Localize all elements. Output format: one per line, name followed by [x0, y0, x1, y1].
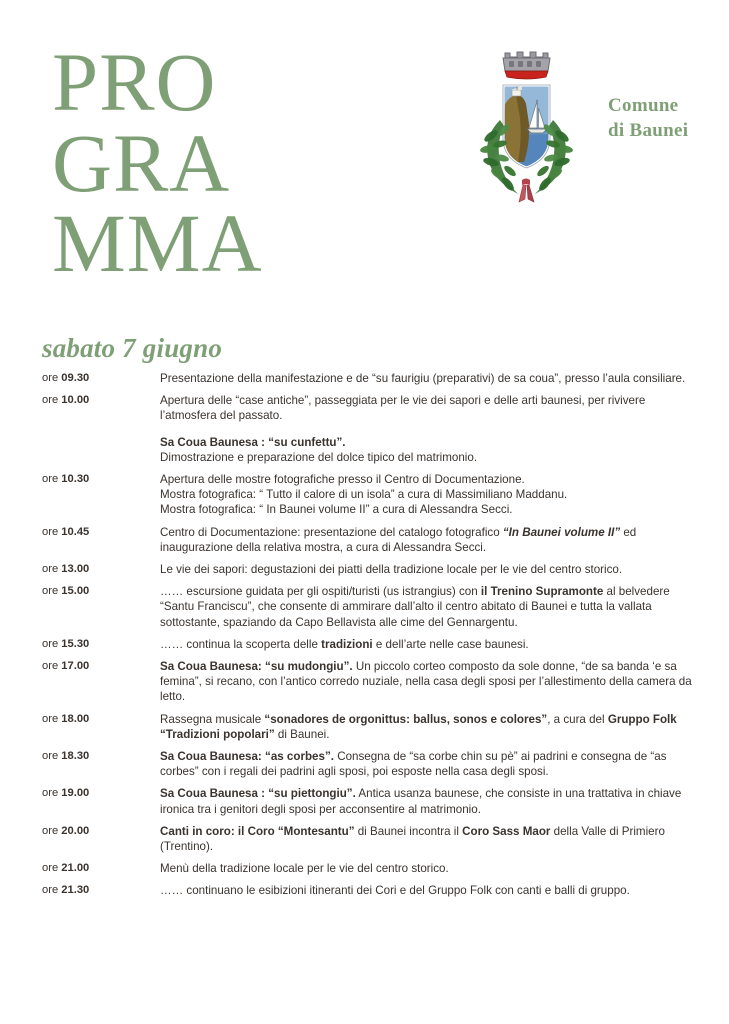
entry-description [160, 525, 702, 555]
entry-paragraph: Canti in coro: il Coro “Montesantu” di Baunei incontra il Coro Sass Maor della Valle di Primiero (Trentino). [160, 824, 665, 854]
entry-paragraph: …… escursione guidata per gli ospiti/turisti (us istrangius) con il Trenino Supramonte al belvedere “Santu Franciscu”, che consente di ammirare dall’alto il centro abitato di Baunei e tutta la vallata sottostante, spaziando da Capo Bellavista alle cime del Gennargentu. [160, 585, 670, 629]
entry-description [160, 883, 702, 898]
municipality-line-2: di Baunei [608, 120, 689, 142]
entry-paragraph: Presentazione della manifestazione e de “su faurigiu (preparativi) de sa coua”, presso l’aula consiliare. [160, 372, 686, 385]
entry-description [160, 393, 702, 465]
entry-time-value: 10.00 [61, 394, 90, 407]
schedule-entry [42, 824, 702, 854]
entry-paragraph: Sa Coua Baunesa : “su cunfettu”. Dimostrazione e preparazione del dolce tipico del matrimonio. [160, 435, 478, 464]
entry-description [160, 659, 702, 705]
entry-time: ore 17.00 [42, 660, 90, 673]
schedule-entry [42, 659, 702, 705]
entry-time-value: 19.00 [61, 787, 90, 800]
entry-description [160, 562, 702, 577]
entry-description [160, 861, 702, 876]
entry-time-value: 20.00 [61, 824, 90, 837]
schedule-entry [42, 562, 702, 577]
coat-of-arms-svg [474, 44, 594, 209]
schedule-entry [42, 712, 702, 742]
entry-time-value: 15.00 [61, 585, 90, 598]
day-heading: sabato 7 giugno [42, 333, 223, 363]
entry-description [160, 786, 702, 816]
entry-time: ore 19.00 [42, 787, 90, 800]
entry-paragraph: Sa Coua Baunesa: “as corbes”. Consegna de “sa corbe chin su pè” ai padrini e consegna de “as corbes” con i regali dei padrini agli sposi, poi esposte nella casa degli sposi. [160, 750, 667, 779]
entry-paragraph: Apertura delle mostre fotografiche presso il Centro di Documentazione. Mostra fotografica: “ Tutto il calore di un isola” a cura di Massimiliano Maddanu. Mostra fotografica: “ In Baunei volume II” a cura di Alessandra Secci. [160, 473, 568, 517]
entry-time: ore 21.30 [42, 884, 90, 897]
entry-time: ore 21.00 [42, 862, 90, 875]
schedule-entry [42, 861, 702, 876]
entry-paragraph: Sa Coua Baunesa: “su mudongiu”. Un piccolo corteo composto da sole donne, “de sa banda ‘e sa femina”, si recano, con l’antico corredo nuziale, nella casa degli sposi per l’allestimento della camera da letto. [160, 660, 692, 704]
entry-time: ore 15.30 [42, 637, 90, 650]
page-title [52, 36, 352, 290]
entry-time: ore 10.30 [42, 473, 90, 486]
entry-description [160, 371, 702, 386]
entry-time-value: 18.30 [61, 750, 90, 763]
entry-time-value: 18.00 [61, 712, 90, 725]
title-line-3: MMA [52, 197, 263, 290]
mural-crown-icon [503, 52, 550, 79]
entry-time: ore 18.00 [42, 712, 90, 725]
entry-paragraph: Centro di Documentazione: presentazione del catalogo fotografico “In Baunei volume II” ed inaugurazione della relativa mostra, a cura di Alessandra Secci. [160, 525, 637, 554]
schedule-entry [42, 584, 702, 630]
entry-time: ore 18.30 [42, 750, 90, 763]
title-line-1: PRO [52, 36, 217, 128]
entry-description [160, 824, 702, 854]
entry-time: ore 15.00 [42, 585, 90, 598]
entry-time: ore 10.45 [42, 525, 90, 538]
schedule-entry [42, 472, 702, 518]
entry-time-value: 15.30 [61, 637, 90, 650]
entry-time-value: 10.45 [61, 525, 90, 538]
entry-description [160, 712, 702, 742]
schedule-entry [42, 371, 702, 386]
schedule-entry [42, 637, 702, 652]
entry-paragraph: Apertura delle “case antiche”, passeggiata per le vie dei sapori e delle arti baunesi, per rivivere l’atmosfera del passato. [160, 394, 646, 423]
schedule-entry [42, 393, 702, 465]
entry-paragraph: Rassegna musicale “sonadores de orgonittus: ballus, sonos e colores”, a cura del Gruppo Folk “Tradizioni popolari” di Baunei. [160, 712, 677, 741]
entry-time-value: 21.00 [61, 862, 90, 875]
ribbon-icon [519, 179, 534, 203]
document-header [0, 0, 729, 310]
entry-time: ore 09.30 [42, 372, 90, 384]
schedule-entry [42, 883, 702, 898]
entry-description [160, 584, 702, 630]
entry-paragraph: Menù della tradizione locale per le vie del centro storico. [160, 862, 449, 876]
schedule-entry [42, 786, 702, 816]
entry-time-value: 21.30 [61, 884, 90, 897]
entry-time-value: 17.00 [61, 660, 90, 673]
entry-paragraph: …… continuano le esibizioni itineranti dei Cori e del Gruppo Folk con canti e balli di gruppo. [160, 884, 630, 898]
coat-of-arms [474, 44, 594, 209]
schedule-entry [42, 749, 702, 779]
entry-time: ore 20.00 [42, 824, 90, 837]
entry-time: ore 13.00 [42, 563, 90, 576]
schedule-entry [42, 525, 702, 555]
schedule-list [42, 371, 702, 906]
entry-time-value: 13.00 [61, 563, 90, 576]
entry-time: ore 10.00 [42, 394, 90, 407]
entry-description [160, 472, 702, 518]
entry-paragraph: Sa Coua Baunesa : “su piettongiu”. Antica usanza baunese, che consiste in una trattativa in chiave ironica tra i genitori degli sposi per acconsentire al matrimonio. [160, 787, 682, 816]
entry-time-value: 09.30 [61, 372, 90, 384]
entry-paragraph: …… continua la scoperta delle tradizioni e dell’arte nelle case baunesi. [160, 637, 529, 651]
entry-description [160, 749, 702, 779]
municipality-line-1: Comune [608, 95, 679, 116]
title-line-2: GRA [52, 116, 231, 209]
entry-paragraph: Le vie dei sapori: degustazioni dei piatti della tradizione locale per le vie del centro storico. [160, 563, 623, 577]
entry-description [160, 637, 702, 652]
municipality-name [608, 93, 728, 143]
entry-time-value: 10.30 [61, 473, 90, 486]
